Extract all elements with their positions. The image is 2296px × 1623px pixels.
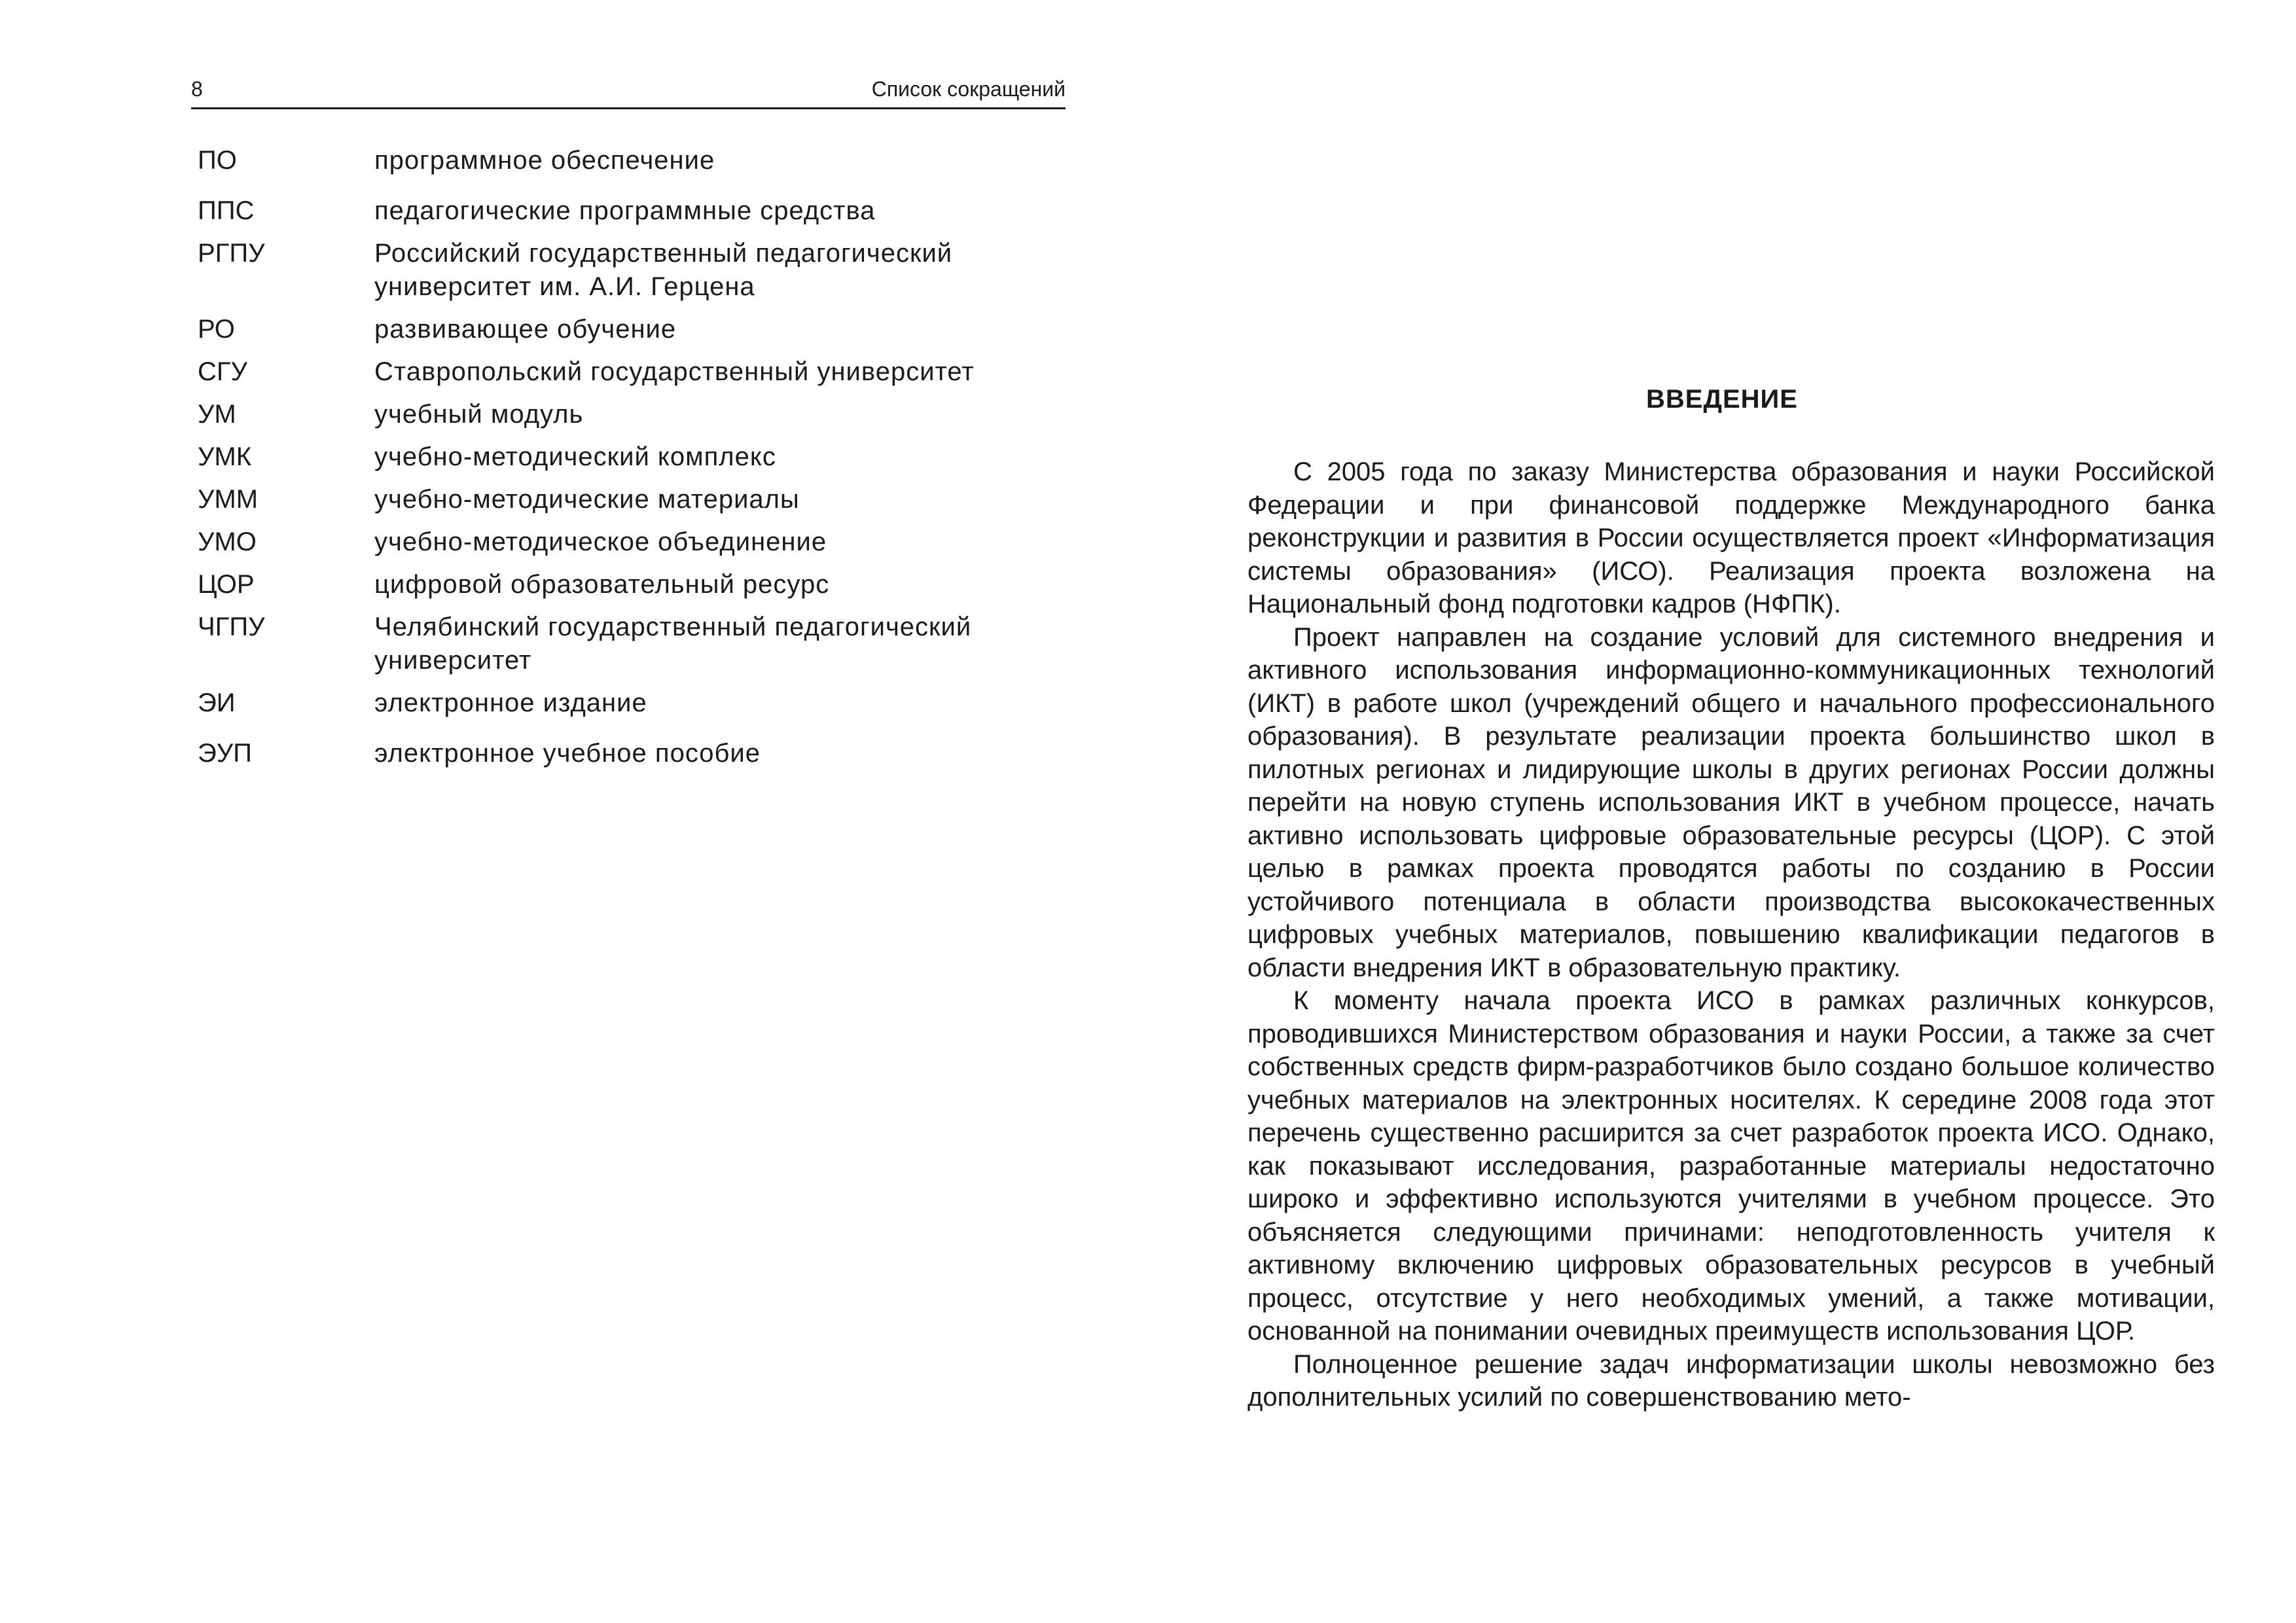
abbreviation-definition: электронное учебное пособие <box>374 739 761 768</box>
running-title: Список сокращений <box>871 77 1066 101</box>
abbreviation-term: ПО <box>198 146 237 175</box>
abbreviation-row <box>198 483 1075 516</box>
abbreviation-term: РГПУ <box>198 239 265 268</box>
abbreviation-definition: Челябинский государственный педагогический университет <box>374 613 972 675</box>
abbreviation-row <box>198 611 1075 677</box>
abbreviation-definition: электронное издание <box>374 688 647 717</box>
paragraph: Проект направлен на создание условий для системного внедрения и активного использования информационно-коммуникационных технологий (ИКТ) в работе школ (учреждений общего и начального профессионального образования). В результате реализации проекта большинство школ в пилотных регионах и лидирующие школы в других регионах России должны перейти на новую ступень использования ИКТ в учебном процессе, начать активно использовать цифровые образовательные ресурсы (ЦОР). С этой целью в рамках проекта проводятся работы по созданию в России устойчивого потенциала в области производства высококачественных цифровых учебных материалов, повышению квалификации педагогов в области внедрения ИКТ в образовательную практику. <box>1247 622 2215 982</box>
abbreviation-definition: учебно-методический комплекс <box>374 442 776 471</box>
abbreviation-row <box>198 194 1075 228</box>
paragraph: С 2005 года по заказу Министерства образования и науки Российской Федерации и при финансовой поддержке Международного банка реконструкции и развития в России осуществляется проект «Информатизация системы образования» (ИСО). Реализация проекта возложена на Национальный фонд подготовки кадров (НФПК). <box>1247 457 2215 618</box>
abbreviation-row <box>198 737 1075 770</box>
running-header <box>191 73 1066 109</box>
abbreviation-row <box>198 237 1075 304</box>
abbreviation-definition: программное обеспечение <box>374 146 715 175</box>
abbreviation-row <box>198 440 1075 474</box>
abbreviation-term: ЦОР <box>198 570 255 599</box>
abbreviation-term: ЭИ <box>198 688 236 717</box>
abbreviation-definition: Российский государственный педагогический университет им. А.И. Герцена <box>374 239 953 301</box>
abbreviation-list <box>198 144 1075 779</box>
abbreviation-row <box>198 687 1075 720</box>
abbreviation-row <box>198 355 1075 389</box>
abbreviation-term: УММ <box>198 485 259 514</box>
abbreviation-definition: учебно-методическое объединение <box>374 527 827 556</box>
page-number: 8 <box>191 77 203 101</box>
abbreviation-term: ППС <box>198 196 255 225</box>
abbreviation-row <box>198 144 1075 177</box>
abbreviation-definition: учебный модуль <box>374 400 584 429</box>
abbreviation-row <box>198 398 1075 431</box>
abbreviation-term: РО <box>198 315 235 344</box>
abbreviation-term: СГУ <box>198 357 247 386</box>
abbreviation-definition: развивающее обучение <box>374 315 677 344</box>
abbreviation-row <box>198 313 1075 346</box>
abbreviation-row <box>198 526 1075 559</box>
section-title: ВВЕДЕНИЕ <box>1646 385 1798 414</box>
paragraph: К моменту начала проекта ИСО в рамках различных конкурсов, проводившихся Министерством образования и науки России, а также за счет собственных средств фирм-разработчиков было создано большое количество учебных материалов на электронных носителях. К середине 2008 года этот перечень существенно расширится за счет разработок проекта ИСО. Однако, как показывают исследования, разработанные материалы недостаточно широко и эффективно используются учителями в учебном процессе. Это объясняется следующими причинами: неподготовленность учителя к активному включению цифровых образовательных ресурсов в учебный процесс, отсутствие у него необходимых умений, а также мотивации, основанной на понимании очевидных преимуществ использования ЦОР. <box>1247 986 2215 1346</box>
abbreviation-definition: педагогические программные средства <box>374 196 876 225</box>
abbreviation-term: УМК <box>198 442 252 471</box>
paragraph: Полноценное решение задач информатизации школы невозможно без дополнительных усилий по совершенствованию мето- <box>1247 1349 2215 1412</box>
abbreviation-term: УМ <box>198 400 236 429</box>
section-body <box>1247 455 2215 1414</box>
right-page <box>1148 0 2296 1623</box>
abbreviation-definition: цифровой образовательный ресурс <box>374 570 830 599</box>
abbreviation-term: ЭУП <box>198 739 252 768</box>
abbreviation-row <box>198 568 1075 601</box>
abbreviation-definition: учебно-методические материалы <box>374 485 800 514</box>
abbreviation-definition: Ставропольский государственный университет <box>374 357 975 386</box>
abbreviation-term: УМО <box>198 527 257 556</box>
abbreviation-term: ЧГПУ <box>198 613 265 641</box>
